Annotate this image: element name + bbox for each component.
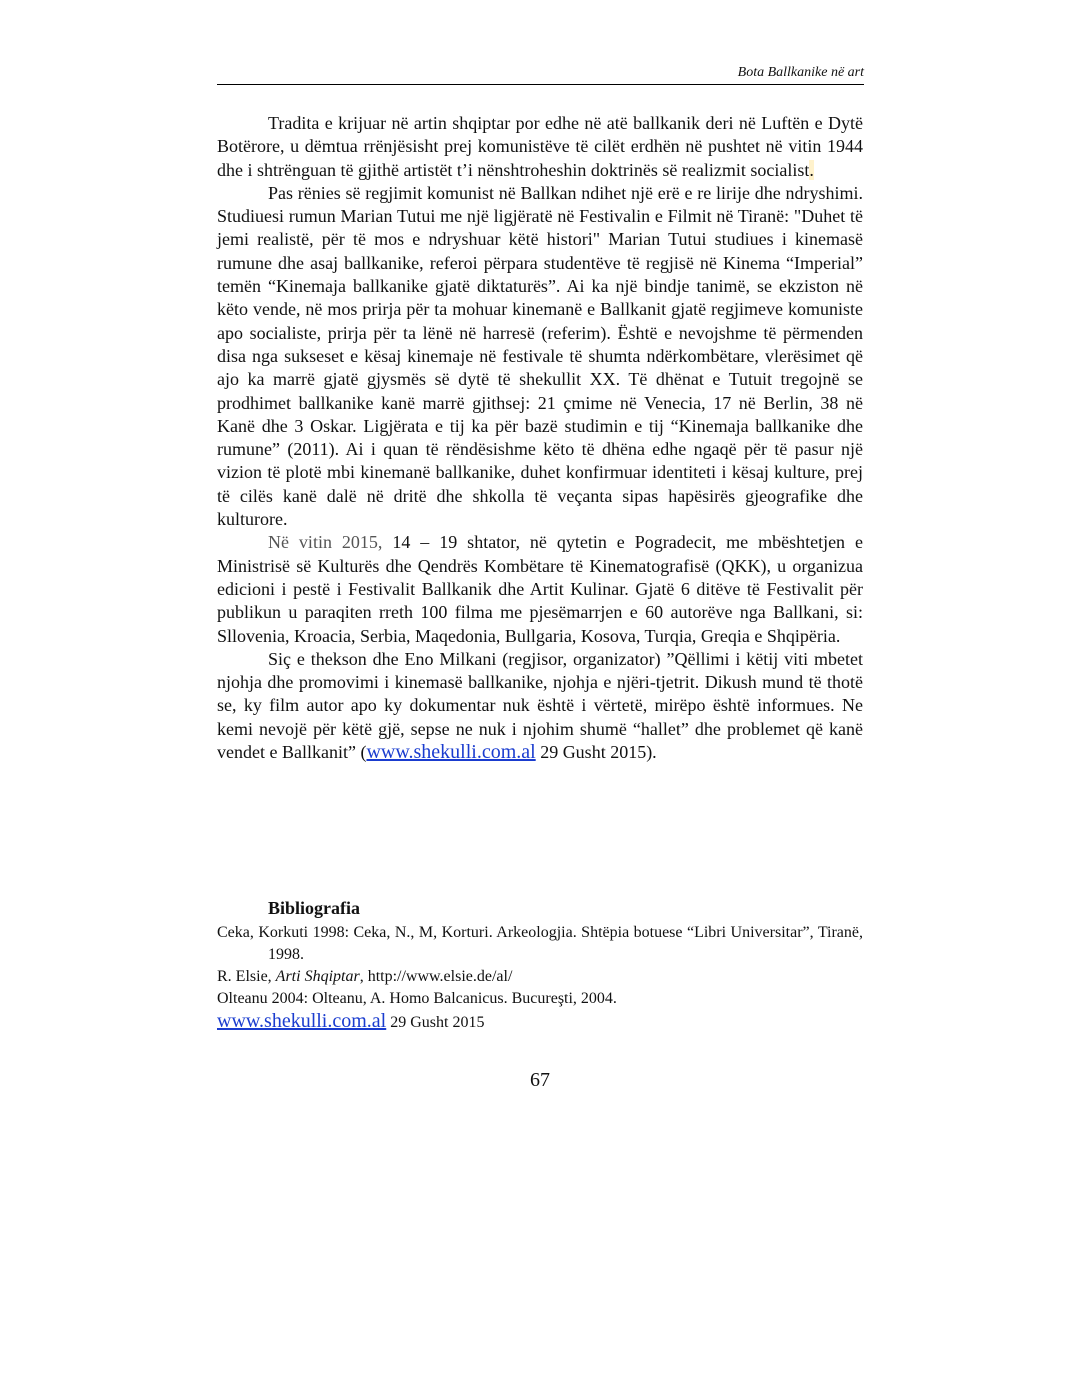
header-rule xyxy=(217,84,864,85)
highlighted-period: . xyxy=(809,159,814,180)
page-number: 67 xyxy=(530,1069,550,1091)
running-header: Bota Ballkanike në art xyxy=(737,65,864,80)
paragraph-4-text: Siç e thekson dhe Eno Milkani (regjisor, organizator) ”Qëllimi i këtij viti mbetet njohja dhe promovimi i kinemasë ballkanike, njohja e njëri-tjetrit. Dikush mund të thotë se, ky film autor apo ky dokumentar nuk është i vërtetë, mirëpo është informues. Ne kemi nevojë për këtë gjë, sepse ne nuk i njohim shumë “hallet” dhe problemet që kanë vendet e Ballkanit” ( xyxy=(217,648,863,763)
elsie-url: , http://www.elsie.de/al/ xyxy=(359,968,513,985)
paragraph-4 xyxy=(217,648,863,764)
paragraph-2: Pas rënies së regjimit komunist në Ballkan ndihet një erë e re lirije dhe ndryshimi. Studiuesi rumun Marian Tutui me një ligjëratë në Festivalin e Filmit në Tiranë: "Duhet të jemi realistë, për të mos e ndryshuar këtë histori" Marian Tutui studiues i kinemasë rumune dhe asaj ballkanike, referoi përpara studentëve të regjisë në Kinema “Imperial” temën “Kinemaja ballkanike gjatë diktaturës”. Ai ka një bindje tanimë, se ekziston në këto vende, në mos prirja për ta mohuar kinemanë e Ballkanit gjatë regjimeve komuniste apo socialiste, prirja për ta lënë në harresë (referim). Është e nevojshme të përmenden disa nga sukseset e kësaj kinemaje në festivale të shumta ndërkombëtare, vlerësimet që ajo ka marrë gjatë gjysmës së dytë të shekullit XX. Të dhënat e Tutuit tregojnë se prodhimet ballkanike kanë marrë gjithsej: 21 çmime në Venecia, 17 në Berlin, 38 në Kanë dhe 3 Oskar. Ligjërata e tij ka për bazë studimin e tij “Kinemaja ballkanike dhe rumune” (2011). Ai i quan të rëndësishme këto të dhëna edhe ngaqë për të pasur një vizion të plotë mbi kinemanë ballkanike, duhet konfirmuar identiteti i kësaj kulture, prej të cilës kanë dalë në dritë dhe shkolla të veçanta sipas hapësirës gjeografike dhe kulturore. xyxy=(217,182,863,530)
paragraph-1-text: Tradita e krijuar në artin shqiptar por edhe në atë ballkanik deri në Luftën e Dytë Botërore, u dëmtua rrënjësisht prej komunistëve të cilët erdhën në pushtet në vitin 1944 dhe i shtrënguan të gjithë artistët t’i nënshtroheshin doktrinës së realizmit socialist xyxy=(217,113,863,180)
elsie-title: Arti Shqiptar xyxy=(275,968,360,985)
paragraph-3 xyxy=(217,531,863,647)
bibliography-entry-elsie xyxy=(217,966,863,988)
paragraph-3-text: 14 – 19 shtator, në qytetin e Pogradecit, me mbështetjen e Ministrisë së Kulturës dhe Qendrës Kombëtare të Kinematografisë (QKK), u organizua edicioni i pestë i Festivalit Ballkanik dhe Artit Kulinar. Gjatë 6 ditëve të Festivalit për publikun u paraqiten rreth 100 filma me pjesëmarrjen e 60 autorëve nga Ballkani, si: Sllovenia, Kroacia, Serbia, Maqedonia, Bullgaria, Kosova, Turqia, Greqia e Shqipëria. xyxy=(217,532,863,646)
shekulli-link[interactable]: www.shekulli.com.al xyxy=(366,741,536,764)
bibliography-entry-ceka: Ceka, Korkuti 1998: Ceka, N., M, Korturi. Arkeologjia. Shtëpia botuese “Libri Universitar”, Tiranë, 1998. xyxy=(217,924,863,963)
body-text xyxy=(217,112,863,764)
bibliography xyxy=(217,897,863,1034)
paragraph-1 xyxy=(217,112,863,182)
elsie-author: R. Elsie, xyxy=(217,968,276,985)
bibliography-entry-shekulli xyxy=(217,1010,863,1034)
bibliography-heading: Bibliografia xyxy=(268,898,361,918)
shekulli-date: 29 Gusht 2015 xyxy=(386,1014,485,1031)
bibliography-entry-olteanu: Olteanu 2004: Olteanu, A. Homo Balcanicus. Bucureşti, 2004. xyxy=(217,990,617,1007)
paragraph-4-after: 29 Gusht 2015). xyxy=(535,742,657,763)
paragraph-3-lead: Në vitin 2015, xyxy=(268,532,383,553)
bibliography-shekulli-link[interactable]: www.shekulli.com.al xyxy=(217,1010,387,1032)
